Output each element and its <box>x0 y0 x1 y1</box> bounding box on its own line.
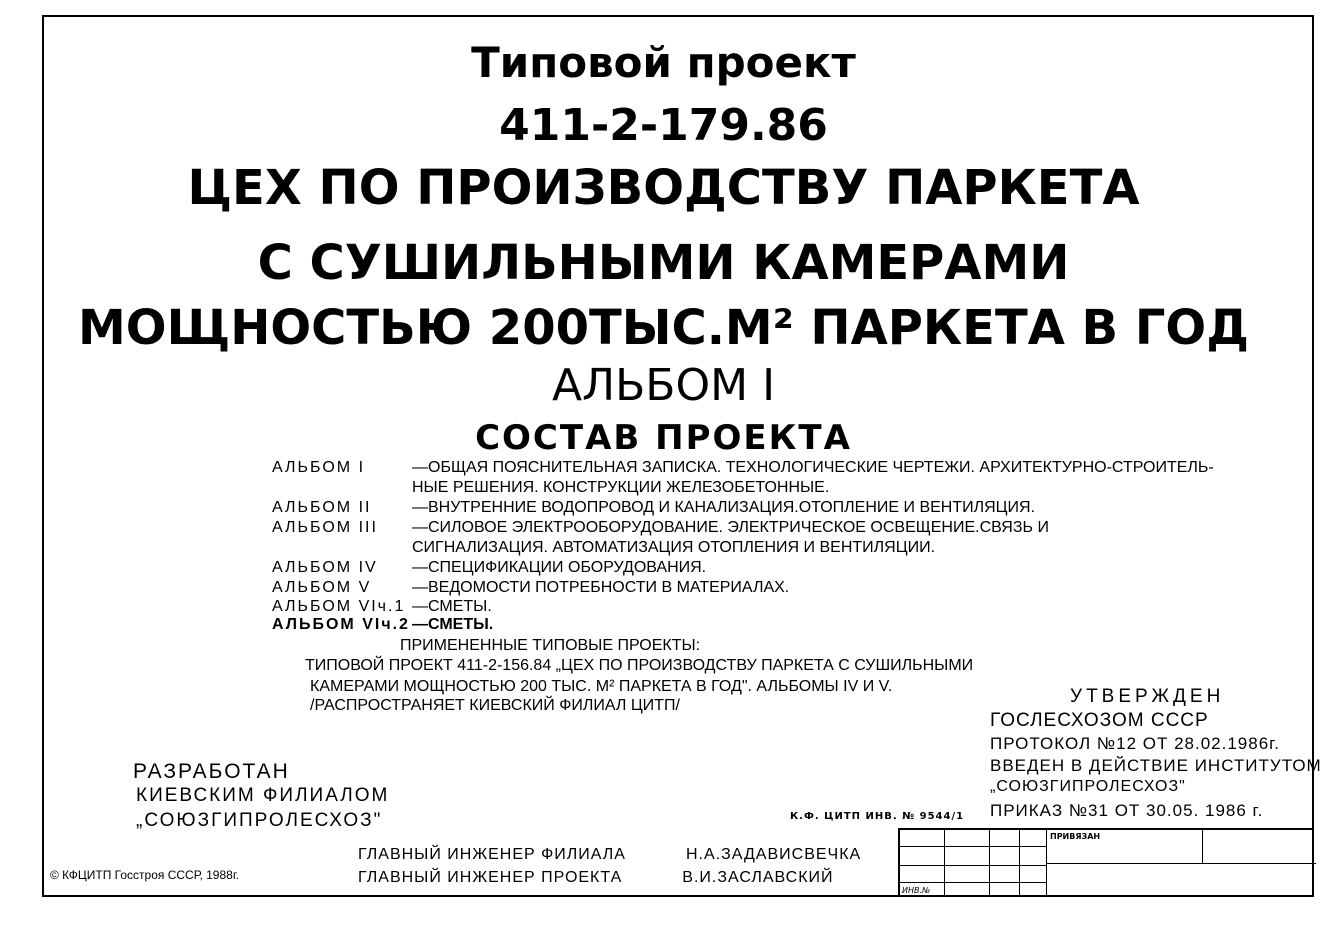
signature-line-2: ГЛАВНЫЙ ИНЖЕНЕР ПРОЕКТА В.И.ЗАСЛАВСКИЙ <box>358 869 834 886</box>
stamp-rule <box>900 865 1046 866</box>
developed-line-3: „СОЮЗГИПРОЛЕСХОЗ" <box>136 810 383 831</box>
approved-line-5: „СОЮЗГИПРОЛЕСХОЗ" <box>990 778 1186 795</box>
title-project-number: 411-2-179.86 <box>499 100 828 151</box>
title-line-4: С СУШИЛЬНЫМИ КАМЕРАМИ <box>257 235 1070 291</box>
title-block-stamp <box>898 828 1314 897</box>
applied-line-1: ТИПОВОЙ ПРОЕКТ 411-2-156.84 „ЦЕХ ПО ПРОИЗВОДСТВУ ПАРКЕТА С СУШИЛЬНЫМИ <box>305 657 974 674</box>
stamp-rule <box>900 882 1046 883</box>
composition-row: АЛЬБОМ IV —СПЕЦИФИКАЦИИ ОБОРУДОВАНИЯ. <box>272 559 707 576</box>
approved-heading: УТВЕРЖДЕН <box>1070 686 1225 707</box>
approved-protocol: ПРОТОКОЛ №12 ОТ 28.02.1986г. <box>990 734 1281 753</box>
approved-line-4: ВВЕДЕН В ДЕЙСТВИЕ ИНСТИТУТОМ <box>990 756 1322 775</box>
stamp-cell <box>989 830 1020 897</box>
composition-row: СИГНАЛИЗАЦИЯ. АВТОМАТИЗАЦИЯ ОТОПЛЕНИЯ И ВЕНТИЛЯЦИИ. <box>412 539 936 556</box>
applied-line-2: КАМЕРАМИ МОЩНОСТЬЮ 200 ТЫС. М² ПАРКЕТА В ГОД". АЛЬБОМЫ IV И V. <box>310 678 893 695</box>
composition-row: АЛЬБОМ III —СИЛОВОЕ ЭЛЕКТРООБОРУДОВАНИЕ. ЭЛЕКТРИЧЕСКОЕ ОСВЕЩЕНИЕ.СВЯЗЬ И <box>272 519 1049 536</box>
stamp-inv-label: ИНВ.№ <box>902 886 931 895</box>
composition-row: АЛЬБОМ V —ВЕДОМОСТИ ПОТРЕБНОСТИ В МАТЕРИАЛАХ. <box>272 579 790 596</box>
composition-row: АЛЬБОМ I —ОБЩАЯ ПОЯСНИТЕЛЬНАЯ ЗАПИСКА. ТЕХНОЛОГИЧЕСКИЕ ЧЕРТЕЖИ. АРХИТЕКТУРНО-СТРОИТЕЛЬ- <box>272 459 1214 476</box>
stamp-cell <box>1019 830 1047 897</box>
composition-row: АЛЬБОМ VIч.2 —СМЕТЫ. <box>272 616 494 633</box>
composition-row: НЫЕ РЕШЕНИЯ. КОНСТРУКЦИИ ЖЕЛЕЗОБЕТОННЫЕ. <box>412 479 830 496</box>
composition-row: АЛЬБОМ VIч.1 —СМЕТЫ. <box>272 598 492 615</box>
approved-order: ПРИКАЗ №31 ОТ 30.05. 1986 г. <box>990 801 1264 820</box>
composition-heading: СОСТАВ ПРОЕКТА <box>475 418 852 458</box>
stamp-rule <box>1046 863 1316 864</box>
applied-line-3: /РАСПРОСТРАНЯЕТ КИЕВСКИЙ ФИЛИАЛ ЦИТП/ <box>310 697 680 714</box>
composition-row: АЛЬБОМ II —ВНУТРЕННИЕ ВОДОПРОВОД И КАНАЛИЗАЦИЯ.ОТОПЛЕНИЕ И ВЕНТИЛЯЦИЯ. <box>272 499 1036 516</box>
signature-line-1: ГЛАВНЫЙ ИНЖЕНЕР ФИЛИАЛА Н.А.ЗАДАВИСВЕЧКА <box>358 846 862 863</box>
copyright: © КФЦИТП Госстроя СССР, 1988г. <box>50 868 240 882</box>
applied-heading: ПРИМЕНЕННЫЕ ТИПОВЫЕ ПРОЕКТЫ: <box>400 637 701 654</box>
title-line-1: Типовой проект <box>471 38 856 87</box>
inventory-number: К.Ф. ЦИТП ИНВ. № 9544/1 <box>790 811 965 822</box>
approved-line-2: ГОСЛЕСХОЗОМ СССР <box>990 710 1209 731</box>
developed-heading: РАЗРАБОТАН <box>133 760 290 783</box>
stamp-attached-label: ПРИВЯЗАН <box>1050 832 1101 841</box>
stamp-cell <box>944 830 990 897</box>
album-title: АЛЬБОМ I <box>551 360 776 411</box>
developed-line-2: КИЕВСКИМ ФИЛИАЛОМ <box>136 785 390 806</box>
title-line-5: МОЩНОСТЬЮ 200ТЫС.М² ПАРКЕТА В ГОД <box>78 300 1249 356</box>
title-line-3: ЦЕХ ПО ПРОИЗВОДСТВУ ПАРКЕТА <box>187 160 1140 216</box>
stamp-rule <box>900 846 1046 847</box>
